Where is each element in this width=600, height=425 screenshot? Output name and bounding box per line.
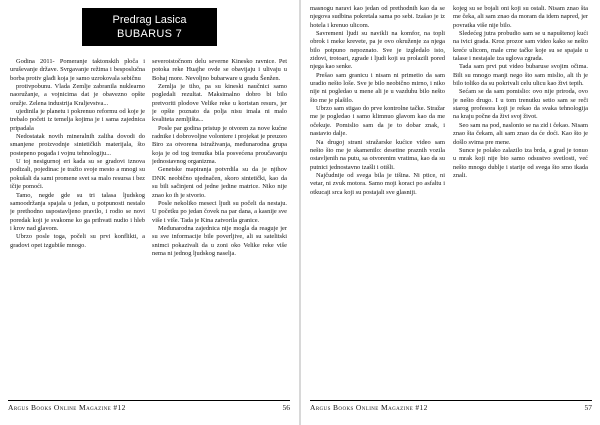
paragraph: Savremeni ljudi su navikli na komfor, na topli obrok i meke krevete, pa je ovo okruženje za njega bilo potpuno nepoznato. Sve je izgledalo isto, zidovi, trotoari, zgrade i ljudi koji su prolazili pored njega kao senke. — [310, 30, 445, 71]
paragraph: Tada sam prvi put video bubaruse svojim očima. Bili su mnogo manji nego što sam mislio, ali ih je bilo toliko da su pokrivali celu ulicu kao živi tepih. — [453, 63, 588, 88]
paragraph: masnogu naravi kao jedan od prethodnih kao da se njegova sudbina pokretala sama po sebi. Izašao je iz hotela i krenuo ulicom. — [310, 5, 445, 29]
paragraph: Na drugoj strani stražarske kućice video sam nešto što me je skamenilo: desetine praznih vozila ostavljenih na putu, sa otvorenim vratima, kao da su putnici jednostavno izašli i otišli. — [310, 138, 445, 171]
paragraph: kojeg su se bojali oni koji su ostali. Nisam znao šta me čeka, ali sam znao da moram da idem napred, jer povratka više nije bilo. — [453, 5, 588, 29]
right-page — [302, 0, 600, 425]
story-title-box — [82, 8, 217, 46]
story-title: BUBARUS 7 — [116, 28, 183, 40]
paragraph: Sledećeg jutra probudio sam se u napuštenoj kući na ivici grada. Kroz prozor sam video kako se nešto kreće ulicom, male crne tačke koje su se spajale u talase i nestajale iza uglova zgrada. — [453, 30, 588, 63]
left-page-column-2 — [152, 58, 287, 396]
paragraph: Međunarodna zajednica nije mogla da reaguje jer su sve informacije bile poverljive, ali su satelitski snimci pokazivali da u zoni oko Velike reke više nema ni jednog ljudskog naselja. — [152, 224, 287, 257]
paragraph: ujedinila je planetu i pokrenuo reformu od koje je trebalo početi iz temelja kojima je i sama zajednica pripadala — [10, 108, 145, 132]
page-number: 56 — [282, 403, 290, 412]
paragraph: Ubrzo posle toga, počeli su prvi konflikti, a gradovi opet izgubiše mnogo. — [10, 233, 145, 249]
paragraph: Seo sam na pod, naslonio se na zid i čekao. Nisam znao šta čekam, ali sam znao da će doći. Kao što je došlo svima pre mene. — [453, 121, 588, 146]
page-number: 57 — [584, 403, 592, 412]
left-page — [0, 0, 298, 425]
magazine-title: Argus Books Online Magazine #12 — [8, 403, 126, 412]
paragraph: Zemlja je tiho, pa su kineski naučnici samo pogledali rezultat. Maksimalno dobro bi bilo pretvoriti plodove Velike reke u koristan resurs, jer je opšte poznato da polja nisu imala ni malo kvaliteta zemljišta... — [152, 83, 287, 124]
right-page-footer — [310, 400, 592, 413]
paragraph: Posle nekoliko meseci ljudi su počeli da nestaju. U početku po jedan čovek na par dana, a kasnije sve više i više. Tada je Kina zatvorila granice. — [152, 199, 287, 224]
left-page-column-1 — [10, 58, 145, 396]
paragraph: Prešao sam granicu i nisam ni primetio da sam uradio nešto loše. Sve je bilo neobično mirno, i niko nije ni pogledao u mene ali je u vazduhu bilo nešto što me je plašilo. — [310, 71, 445, 104]
paragraph: Sećam se da sam pomislio: ovo nije priroda, ovo je nešto drugo. I u tom trenutku setio sam se reči starog profesora koji je rekao da svaka tehnologija na kraju počne da živi svoj život. — [453, 88, 588, 121]
paragraph: Najčudnije od svega bila je tišina. Ni ptice, ni vetar, ni zvuk motora. Samo moji koraci po asfaltu i otkucaji srca koji su postajali sve glasniji. — [310, 171, 445, 196]
paragraph: Sunce je polako zalazilo iza brda, a grad je tonuo u mrak koji nije bio samo odsustvo svetlosti, već nešto mnogo dublje i starije od svega što smo ikada znali. — [453, 146, 588, 179]
paragraph: Godina 2011- Pomeranje taktonskih ploča i uruševanje države. Svrgavanje režima i besposlučna borba protiv glađi koja je samo uzrokovala sebičnu — [10, 58, 145, 82]
left-page-footer — [8, 400, 290, 413]
paragraph: Ubrzo sam stigao do prve kontrolne tačke. Stražar me je pogledao i samo klimnuo glavom kao da me očekuje. Pomislio sam da je to dobar znak, i nastavio dalje. — [310, 105, 445, 138]
paragraph: Posle par godina pristup je otvoren za nove kućne radnike i dobrovoljne volontere i projekat je preuzeo Biro za otvorena istraživanja, međunarodna grupa koja je od tog trenutka bila posvećena proučavanju jednostavnog organizma. — [152, 124, 287, 166]
book-spine — [299, 0, 301, 425]
paragraph: severoistočnom delu severne Kinesko ravnice. Pet potoka reke Huajhe ovde se obavijaju i ulivaju u Bohaj more. Nevoljno bubarware u gradu Šenžen. — [152, 58, 287, 82]
paragraph: protivpobunu. Vlada Zemlje zabranila nuklearno naoružanje, a vojnicima dat je obavezno opšte oružje. Zelena industrija Kraljevstva... — [10, 83, 145, 107]
paragraph: U toj nesigurnoj eri kada su se gradovi iznova podizali, pojedinac je tražio svoje mesto a mnogi su pokušali da sami promene svet sa malo resursa i bez ičije pomoći. — [10, 158, 145, 191]
paragraph: Tamo, negde gde su tri talasa ljudskog samoodržanja spajala u jedan, u potpunosti nestalo je prethodno uspostavljeno pravilo, i rodio se novi poredak koji je svakome ko ga prihvati nudio i hleb i krov nad glavom. — [10, 191, 145, 232]
paragraph: Genetske mapiranja potvrdila su da je njihov DNK neobično ujednačen, skoro sintetički, kao da su bili sačinjeni od jedne jedine matrice. Niko nije znao ko ih je stvorio. — [152, 166, 287, 199]
right-page-column-1 — [310, 5, 445, 396]
story-author: Predrag Lasica — [112, 14, 187, 26]
paragraph: Nedostatak novih mineralnih zaliha dovodi do smanjene proizvodnje sintetičkih materijala, što postepeno pogađa i vojnu tehnologiju... — [10, 133, 145, 157]
right-page-column-2 — [453, 5, 588, 396]
magazine-title: Argus Books Online Magazine #12 — [310, 403, 428, 412]
